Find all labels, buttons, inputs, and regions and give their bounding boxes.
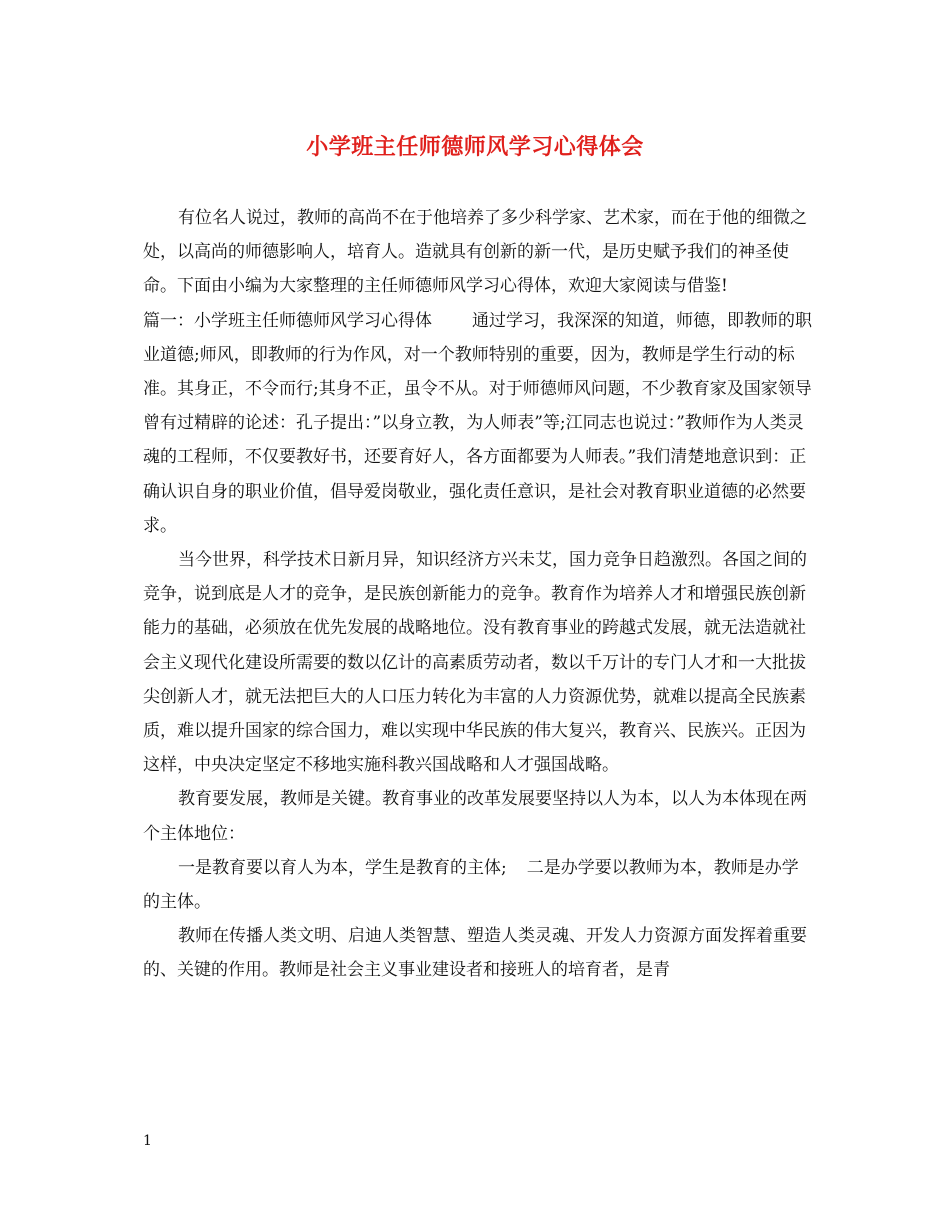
paragraph-teacher-role <box>143 919 813 987</box>
paragraph-text: 教师在传播人类文明、启迪人类智慧、塑造人类灵魂、开发人力资源方面发挥着重要的、关键的作用。教师是社会主义事业建设者和接班人的培育者，是青 <box>143 926 807 981</box>
paragraph-section-one <box>143 304 813 543</box>
page-number: 1 <box>143 1133 152 1149</box>
paragraph-two-subjects <box>143 851 813 919</box>
paragraph-text: 有位名人说过，教师的高尚不在于他培养了多少科学家、艺术家，而在于他的细微之处，以高尚的师德影响人，培育人。造就具有创新的新一代，是历史赋予我们的神圣使命。下面由小编为大家整理的主任师德师风学习心得体，欢迎大家阅读与借鉴! <box>143 208 807 297</box>
paragraph-text: 通过学习，我深深的知道，师德，即教师的职业道德;师风，即教师的行为作风，对一个教师特别的重要，因为，教师是学生行动的标准。其身正，不令而行;其身不正，虽令不从。对于师德师风问题，不少教育家及国家领导曾有过精辟的论述：孔子提出：”以身立教，为人师表”等;江同志也说过：”教师作为人类灵魂的工程师，不仅要教好书，还要育好人，各方面都要为人师表。”我们清楚地意识到：正确认识自身的职业价值，倡导爱岗敬业，强化责任意识，是社会对教育职业道德的必然要求。 <box>143 310 812 536</box>
paragraph-text: 教育要发展，教师是关键。教育事业的改革发展要坚持以人为本，以人为本体现在两个主体地位： <box>143 789 807 844</box>
paragraph-teacher-key <box>143 782 813 850</box>
document-body <box>143 201 813 988</box>
paragraph-intro <box>143 201 813 304</box>
section-heading: 篇一：小学班主任师德师风学习心得体 <box>143 310 432 331</box>
paragraph-text: 二是办学要以教师为本，教师是办学的主体。 <box>143 857 799 913</box>
paragraph-text: 当今世界，科学技术日新月异，知识经济方兴未艾，国力竞争日趋激烈。各国之间的竞争，说到底是人才的竞争，是民族创新能力的竞争。教育作为培养人才和增强民族创新能力的基础，必须放在优先发展的战略地位。没有教育事业的跨越式发展，就无法造就社会主义现代化建设所需要的数以亿计的高素质劳动者，数以千万计的专门人才和一大批拔尖创新人才，就无法把巨大的人口压力转化为丰富的人力资源优势，就难以提高全民族素质，难以提升国家的综合国力，难以实现中华民族的伟大复兴，教育兴、民族兴。正因为这样，中央决定坚定不移地实施科教兴国战略和人才强国战略。 <box>143 550 807 776</box>
paragraph-lead: 一是教育要以育人为本，学生是教育的主体; <box>178 857 507 878</box>
paragraph-competition <box>143 543 813 782</box>
document-title: 小学班主任师德师风学习心得体会 <box>306 134 644 160</box>
